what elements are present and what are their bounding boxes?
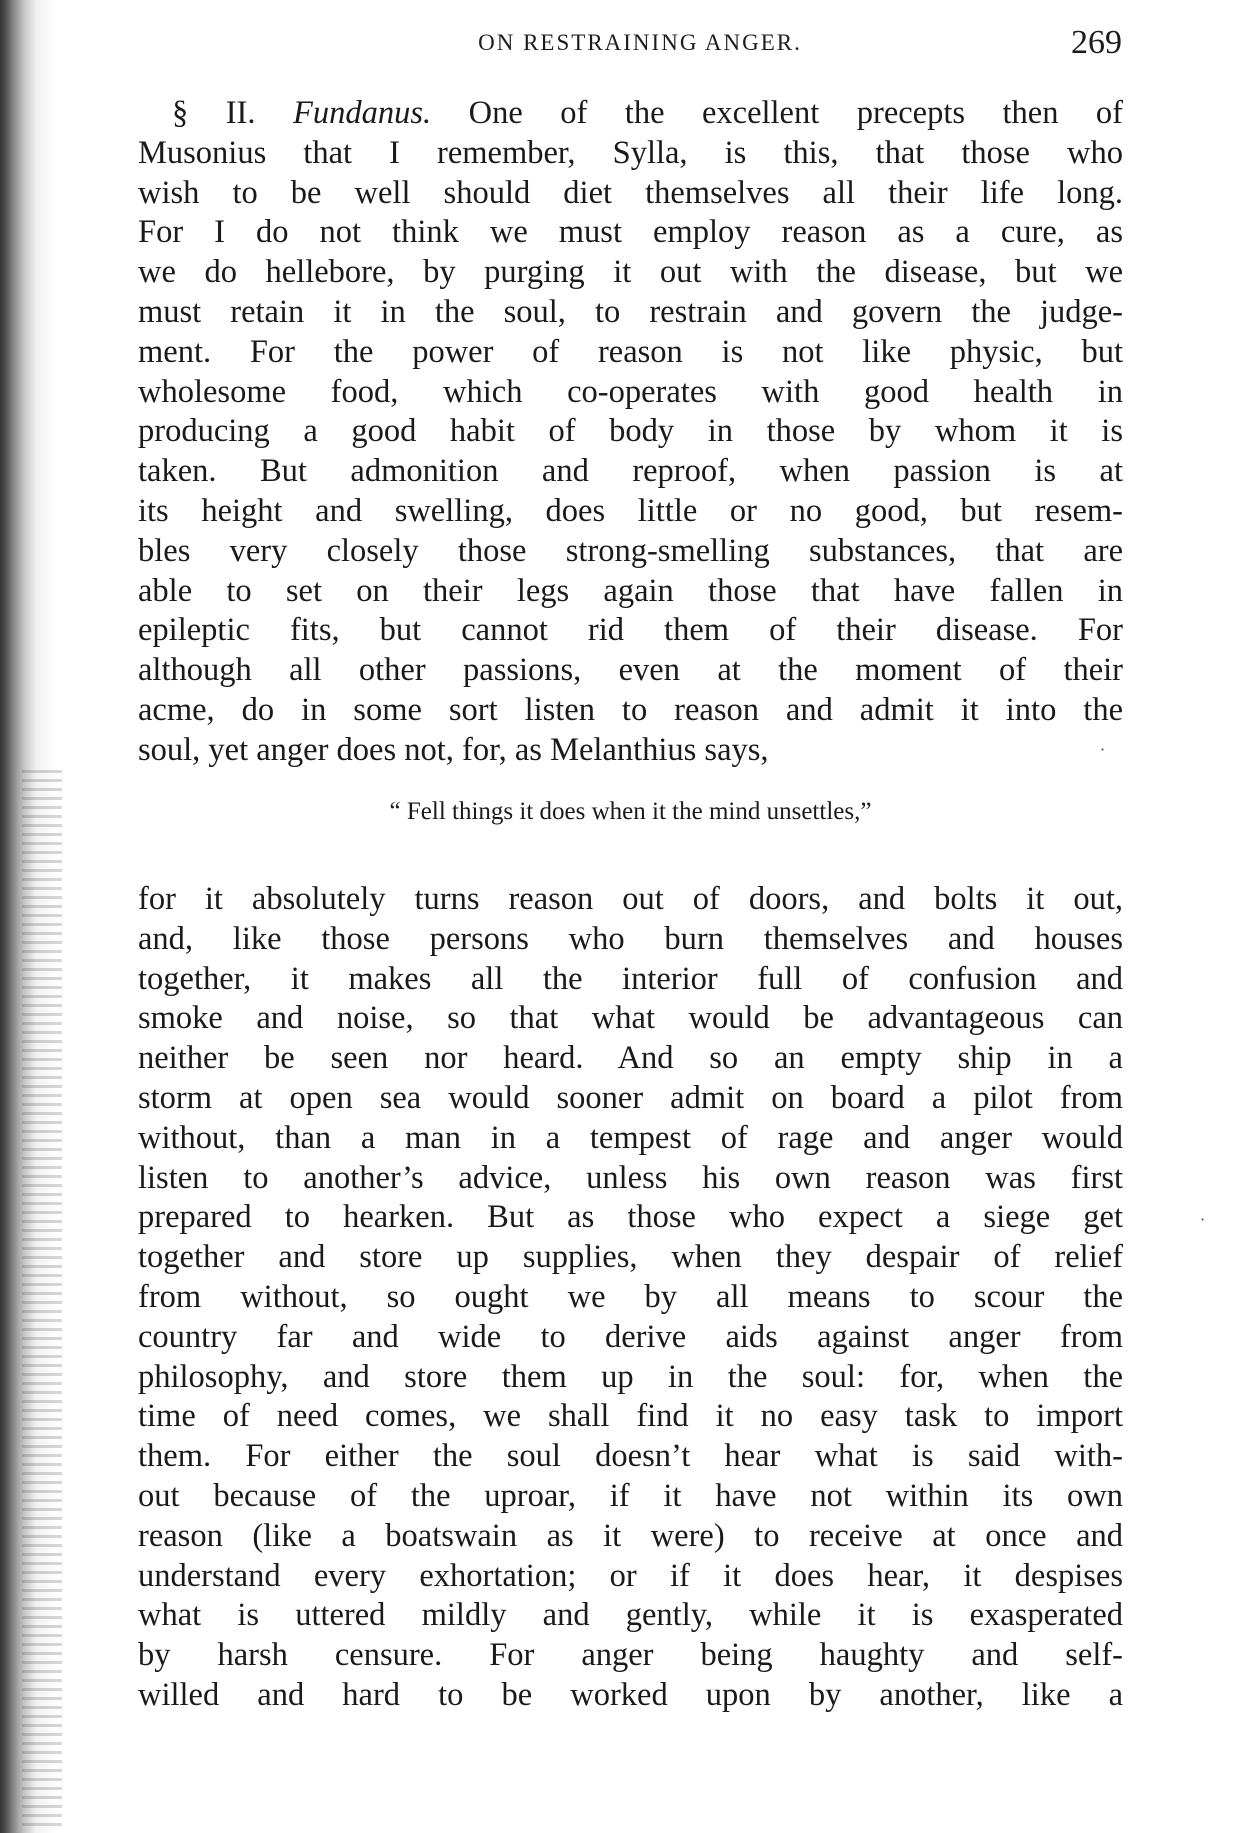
paragraph-line: philosophy, and store them up in the soul: for, when the (138, 1358, 1123, 1395)
paragraph-line: acme, do in some sort listen to reason and admit it into the (138, 691, 1123, 728)
paragraph-line: out because of the uproar, if it have not within its own (138, 1477, 1123, 1514)
paragraph-line: bles very closely those strong-smelling substances, that are (138, 532, 1123, 569)
paragraph-line (138, 94, 1123, 134)
paragraph-line: for it absolutely turns reason out of doors, and bolts it out, (138, 881, 1123, 917)
paragraph-line: producing a good habit of body in those by whom it is (138, 413, 1123, 450)
paragraph-line: time of need comes, we shall find it no easy task to import (138, 1398, 1123, 1435)
paragraph-line: its height and swelling, does little or no good, but resem- (138, 492, 1123, 529)
paragraph-line: without, than a man in a tempest of rage and anger would (138, 1119, 1123, 1156)
paragraph-line: smoke and noise, so that what would be advantageous can (138, 1000, 1123, 1037)
paragraph-line: them. For either the soul doesn’t hear what is said with- (138, 1438, 1123, 1475)
paragraph-line: taken. But admonition and reproof, when passion is at (138, 453, 1123, 490)
paragraph-line: willed and hard to be worked upon by another, like a (138, 1676, 1123, 1713)
scan-speck: · (1100, 740, 1106, 759)
paragraph-line: For I do not think we must employ reason as a cure, as (138, 214, 1123, 251)
paragraph-line: prepared to hearken. But as those who expect a siege get (138, 1199, 1123, 1236)
paragraph-line: together, it makes all the interior full of confusion and (138, 960, 1123, 997)
paragraph-line: wholesome food, which co-operates with good health in (138, 373, 1123, 410)
paragraph-line: epileptic fits, but cannot rid them of their disease. For (138, 612, 1123, 649)
section-marker: § II. (172, 95, 256, 131)
paragraph-line: neither be seen nor heard. And so an empty ship in a (138, 1040, 1123, 1077)
paragraph-line: and, like those persons who burn themselves and houses (138, 920, 1123, 957)
paragraph-line: wish to be well should diet themselves all their life long. (138, 174, 1123, 211)
paragraph-line: from without, so ought we by all means to scour the (138, 1278, 1123, 1315)
paragraph-line: listen to another’s advice, unless his own reason was first (138, 1159, 1123, 1196)
paragraph-line: soul, yet anger does not, for, as Melanthius says, (138, 731, 769, 768)
paragraph-line: country far and wide to derive aids against anger from (138, 1318, 1123, 1355)
paragraph-line: Musonius that I remember, Sylla, is this, that those who (138, 134, 1123, 171)
paragraph-line: ment. For the power of reason is not like physic, but (138, 333, 1123, 370)
scan-speck: · (1200, 1210, 1206, 1229)
paragraph-line: able to set on their legs again those that have fallen in (138, 572, 1123, 609)
paragraph-line: what is uttered mildly and gently, while it is exasperated (138, 1597, 1123, 1634)
page-number: 269 (1071, 24, 1122, 61)
speaker-name: Fundanus. (293, 95, 432, 131)
paragraph-line: we do hellebore, by purging it out with the disease, but we (138, 254, 1123, 291)
paragraph-line: although all other passions, even at the moment of their (138, 652, 1123, 689)
paragraph-line: must retain it in the soul, to restrain and govern the judge- (138, 293, 1123, 330)
paragraph-line: reason (like a boatswain as it were) to receive at once and (138, 1517, 1123, 1554)
paragraph-line: understand every exhortation; or if it does hear, it despises (138, 1557, 1123, 1594)
line-text: One of the excellent precepts then of (468, 95, 1123, 131)
paragraph-line: together and store up supplies, when they despair of relief (138, 1239, 1123, 1276)
paragraph-1 (138, 94, 1123, 771)
paragraph-2 (138, 880, 1123, 1716)
running-head (140, 24, 1140, 64)
paragraph-line: storm at open sea would sooner admit on board a pilot from (138, 1079, 1123, 1116)
running-title: ON RESTRAINING ANGER. (478, 30, 802, 55)
verse-quotation: “ Fell things it does when it the mind unsettles,” (389, 798, 872, 825)
binding-speckle (22, 770, 62, 1830)
paragraph-line: by harsh censure. For anger being haughty and self- (138, 1637, 1123, 1674)
